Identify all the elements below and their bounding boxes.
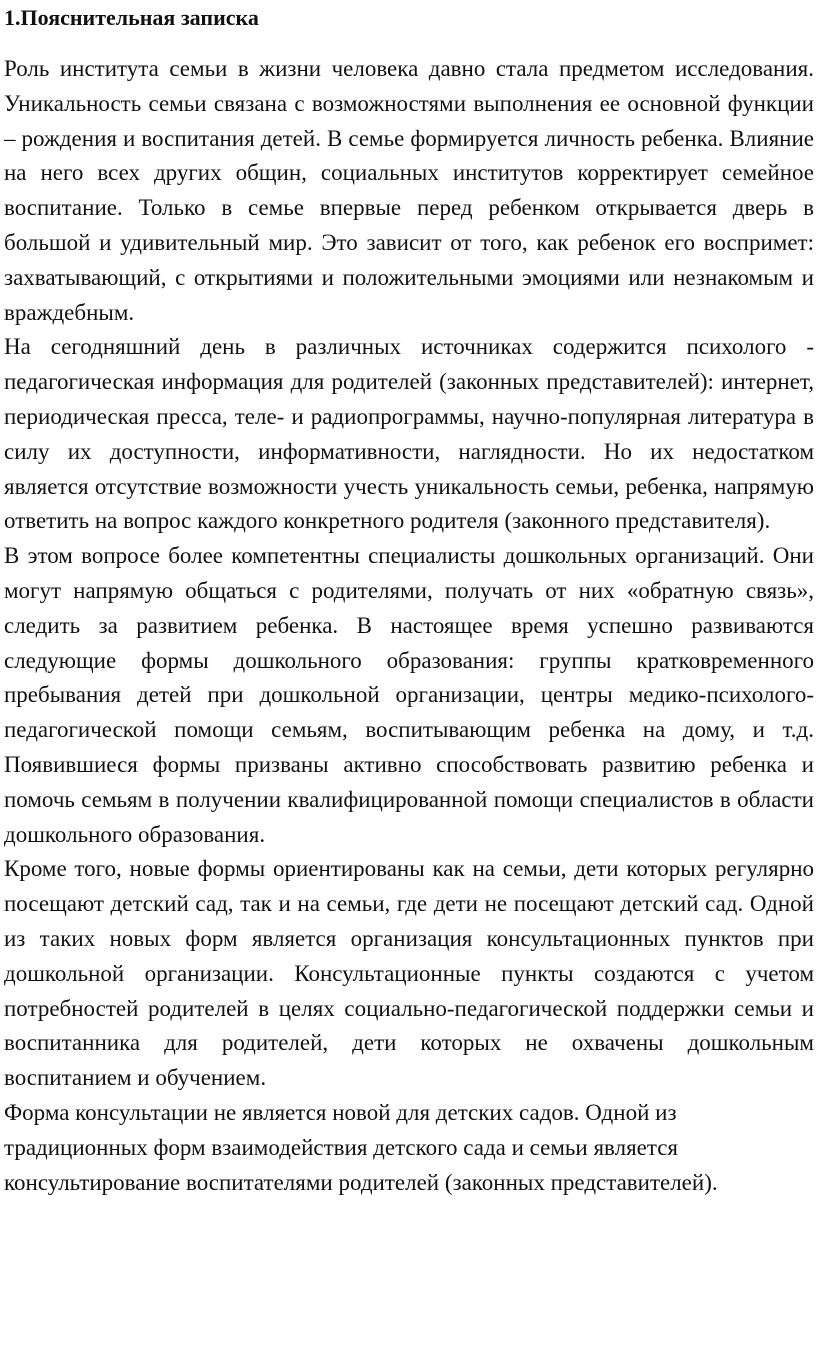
paragraph-specialists: В этом вопросе более компетентны специалисты дошкольных организаций. Они могут напрямую общаться с родителями, получать от них «обратную связь», следить за развитием ребенка. В настоящее время успешно развиваются следующие формы дошкольного образования: группы кратковременного пребывания детей при дошкольной организации, центры медико-психолого-педагогической помощи семьям, воспитывающим ребенка на дому, и т.д. Появившиеся формы призваны активно способствовать развитию ребенка и помочь семьям в получении квалифицированной помощи специалистов в области дошкольного образования. (4, 543, 814, 847)
paragraph-family-role: Роль института семьи в жизни человека давно стала предметом исследования. Уникальность семьи связана с возможностями выполнения ее основной функции – рождения и воспитания детей. В семье формируется личность ребенка. Влияние на него всех других общин, социальных институтов корректирует семейное воспитание. Только в семье впервые перед ребенком открывается дверь в большой и удивительный мир. Это зависит от того, как ребенок его воспримет: захватывающий, с открытиями и положительными эмоциями или незнакомым и враждебным. (4, 56, 814, 325)
paragraph-consultation-form: Форма консультации не является новой для детских садов. Одной из традиционных форм взаимодействия детского сада и семьи является консультирование воспитателями родителей (законных представителей). (4, 1099, 718, 1195)
paragraph-information-sources: На сегодняшний день в различных источниках содержится психолого - педагогическая информация для родителей (законных представителей): интернет, периодическая пресса, теле- и радиопрограммы, научно-популярная литература в силу их доступности, информативности, наглядности. Но их недостатком является отсутствие возможности учесть уникальность семьи, ребенка, напрямую ответить на вопрос каждого конкретного родителя (законного представителя). (4, 334, 814, 534)
paragraph-new-forms: Кроме того, новые формы ориентированы как на семьи, дети которых регулярно посещают детский сад, так и на семьи, где дети не посещают детский сад. Одной из таких новых форм является организация консультационных пунктов при дошкольной организации. Консультационные пункты создаются с учетом потребностей родителей в целях социально-педагогической поддержки семьи и воспитанника для родителей, дети которых не охвачены дошкольным воспитанием и обучением. (4, 856, 814, 1091)
section-heading: 1.Пояснительная записка (4, 5, 259, 30)
